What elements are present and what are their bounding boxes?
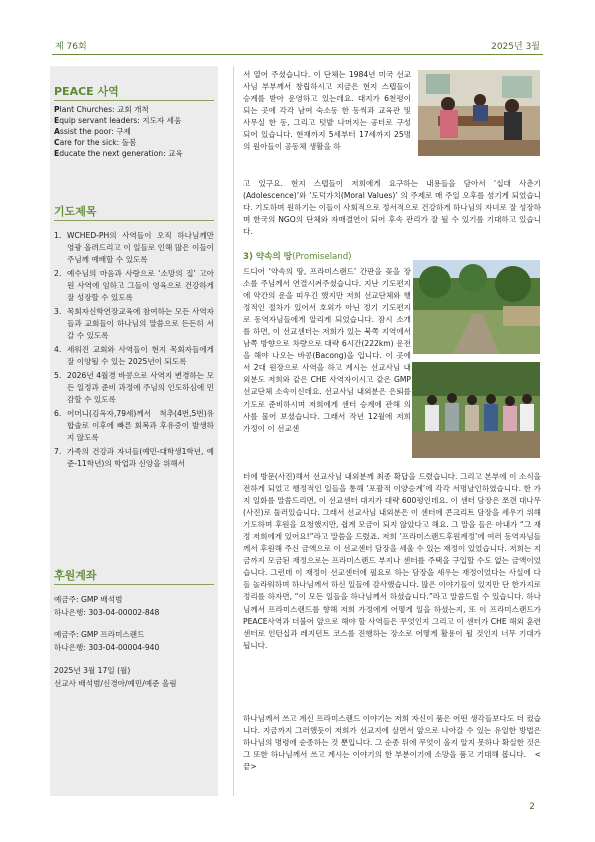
prayer-rule (54, 220, 214, 221)
prayer-item: 1. WCHED-PH의 사역들이 오직 하나님께만 영광 올려드리고 이 일들로 인해 많은 이들이 주님께 예배할 수 있도록 (54, 231, 214, 264)
body-paragraph: 서 열어 주셨습니다. 이 단체는 1984년 미국 선교사님 부부께서 창립하시고 지금은 현지 스텝들이 승계를 받아 운영하고 있는데요. 대지가 6천평이 되는 곳에 각각 남여 숙소동 한 동씩과 교육관 및 사무실 한 동, 그리고 텃밭 나머지는 공터로 구성 되어 있습니다. 현재까지 5세부터 17세까지 25명의 원아들이 공동체 생활을 하 (243, 70, 411, 152)
support-title: 후원계좌 (54, 569, 97, 582)
header-rule (52, 54, 543, 55)
column-divider (233, 66, 234, 796)
body-paragraph: 고 있구요. 현지 스텝들이 저희에게 요구하는 내용들을 담아서 ‘십대 사춘기(Adolescence)’와 ‘도덕가치(Moral Values)’ 의 주제로 매 주일 오후를 섬기게 되었습니다. 기도하며 원하기는 이들이 사회적으로 정서적으로 건강하게 하나님의 자녀로 잘 성장하며 한국의 NGO의 단체와 자매결연이 되어 후속 관리가 잘 될 수 있기를 기대하고 있습니다. (243, 179, 541, 237)
end-mark: <끝> (243, 750, 541, 772)
prayer-list (54, 230, 214, 472)
prayer-item: 3. 목회자신학연장교육에 참여하는 모든 사역자들과 교회들이 하나님의 말씀으로 든든히 서 갈 수 있도록 (54, 307, 214, 340)
peace-item: Assist the poor: 구제 (54, 127, 131, 136)
page-number: 2 (529, 802, 535, 812)
peace-item: Plant Churches: 교회 개척 (54, 105, 149, 114)
photo-bamboo-fence (413, 260, 540, 354)
peace-title: PEACE 사역 (54, 85, 119, 98)
photo-classroom (418, 70, 540, 156)
body-paragraph: 터에 방문(사진)해서 선교사님 내외분께 최종 확답을 드렸습니다. 그리고 본부에 이 소식을 전하게 되었고 행정적인 일들을 통해 ‘포괄적 이양승계’에 각각 서명날인하였습니다. 한 가지 일화를 말씀드리면, 이 선교센터 대지가 대략 600평인데요. 이 센터 담장은 쪼갠 대나무(사진)로 둘러있습니다. 그래서 선교사님 내외분은 이 센터에 콘크리트 담장을 세우기 위해 기도하며 후원을 요청했지만, 쉽게 모금이 되지 않았다고 해요. 그 말을 들은 아내가 “그 재정 저희에게 있어요!”라고 말씀을 드렸죠. 저희 ‘프라미스랜드후원계정’에 여러 동역자님들께서 후원해 주신 금액으로 이 선교센터 담장을 세울 수 있는 재정이 있었습니다. 저희는 지금까지 모금된 재정으로는 프라미스랜드 부지나 센터를 주택을 구입할 수도 없는 금액이었습니다. 그런데 이 재정이 선교센터에 필요로 하는 담장을 세우는 재정이었다는 사실에 다들 놀라워하며 하나님께서 하신 일들에 감사했습니다. 많은 이야기들이 있지만 단 한가지로 정리를 하자면, “이 모든 일들을 하나님께서 하셨습니다.”라고 말씀드릴 수 있습니다. 하나님께서 프라미스랜드를 향해 저희 가정에게 어떻게 일을 하셨는지, 또 이 프라미스랜드가 PEACE사역과 더불어 앞으로 해야 할 사역들은 무엇인지 그리고 이 센터가 CHE 해외 훈련센터로 인턴십과 레지던트 코스를 진행하는 장소로 어떻게 활용이 될 것인지 너무 기대가 됩니다. (243, 472, 541, 650)
sign-names: 선교사 배석범/신경아/예민/예준 올림 (54, 679, 177, 688)
section-heading: 3) 약속의 땅(Promiseland) (243, 252, 352, 262)
prayer-item: 4. 세워진 교회와 사역들이 현지 목회자들에게 잘 이양될 수 있는 2025년이 되도록 (54, 345, 214, 366)
account-holder: 예금주: GMP 프라미스랜드 (54, 630, 145, 639)
prayer-item: 7. 가족의 건강과 자녀들(예민-대학생1학년, 예준-11학년)의 학업과 신앙을 위해서 (54, 447, 214, 468)
peace-item: Equip servant leaders: 지도자 세움 (54, 116, 182, 125)
photo-family-visit (412, 362, 540, 458)
prayer-item: 6. 어머니(김옥자,79세)께서 척추(4번,5번)유합술로 이후에 빠른 회복과 후유증이 발생하지 않도록 (54, 409, 214, 442)
account-number: 하나은행: 303-04-00004-940 (54, 643, 160, 652)
account-number: 하나은행: 303-04-00002-848 (54, 608, 160, 617)
sign-date: 2025년 3월 17일 (월) (54, 666, 131, 675)
prayer-item: 5. 2026년 4월경 바콩으로 사역지 변경하는 모든 일정과 준비 과정에 주님의 인도하심에 민감할 수 있도록 (54, 371, 214, 404)
issue-number: 제 76회 (55, 42, 87, 52)
peace-item: Educate the next generation: 교육 (54, 149, 183, 158)
support-rule (54, 584, 214, 585)
body-paragraph: 하나님께서 쓰고 계신 프라미스랜드 이야기는 저희 자신이 품은 어떤 생각들보다도 더 컸습니다. 지금까지 그러했듯이 저희가 선교지에 살면서 앞으로 나아갈 수 있는 유일한 방법은 하나님의 명령에 순종하는 것 뿐입니다. 그 순종 뒤에 무엇이 올지 알지 못하나 확실한 것은 그 또한 하나님께서 쓰고 계시는 이야기의 한 부분이기에 소망을 품고 기대해 봅니다. <끝> (243, 714, 541, 772)
account-holder: 예금주: GMP 배석범 (54, 595, 123, 604)
peace-list (54, 104, 216, 159)
issue-date: 2025년 3월 (491, 42, 540, 52)
prayer-title: 기도제목 (54, 205, 97, 218)
body-paragraph: 드디어 ‘약속의 땅, 프라미스랜드’ 간판을 꽂을 장소를 주님께서 연결시켜주셨습니다. 지난 기도편지에 약간의 운을 띠우긴 했지만 저희 선교단체와 행정적인 절차가 있어서 호외가 아닌 정기 기도편지로 동역자님들에게 알리게 되었습니다. 잠시 소개를 하면, 이 선교센터는 저희가 있는 북쪽 지역에서 남쪽 방향으로 차량으로 대략 6시간(222km) 운전을 해야 나오는 바콩(Bacong)을 입니다. 이 곳에서 2대 원장으로 사역을 하고 계시는 선교사님 내외분도 저희와 같은 CHE 사역자이시고 같은 GMP 선교단체 소속이신데요. 선교사님 내외분은 은퇴를 기도로 준비하시며 저희에게 센터 승계에 관해 의사를 물어 보셨습니다. 그래서 작년 12월에 저희 가정이 이 선교센 (243, 267, 411, 433)
peace-rule (54, 100, 214, 101)
peace-item: Care for the sick: 돌봄 (54, 138, 137, 147)
prayer-item: 2. 예수님의 마음과 사랑으로 ‘소망의 집’ 고아원 사역에 임하고 그들이 영육으로 건강하게 잘 성장할 수 있도록 (54, 269, 214, 302)
